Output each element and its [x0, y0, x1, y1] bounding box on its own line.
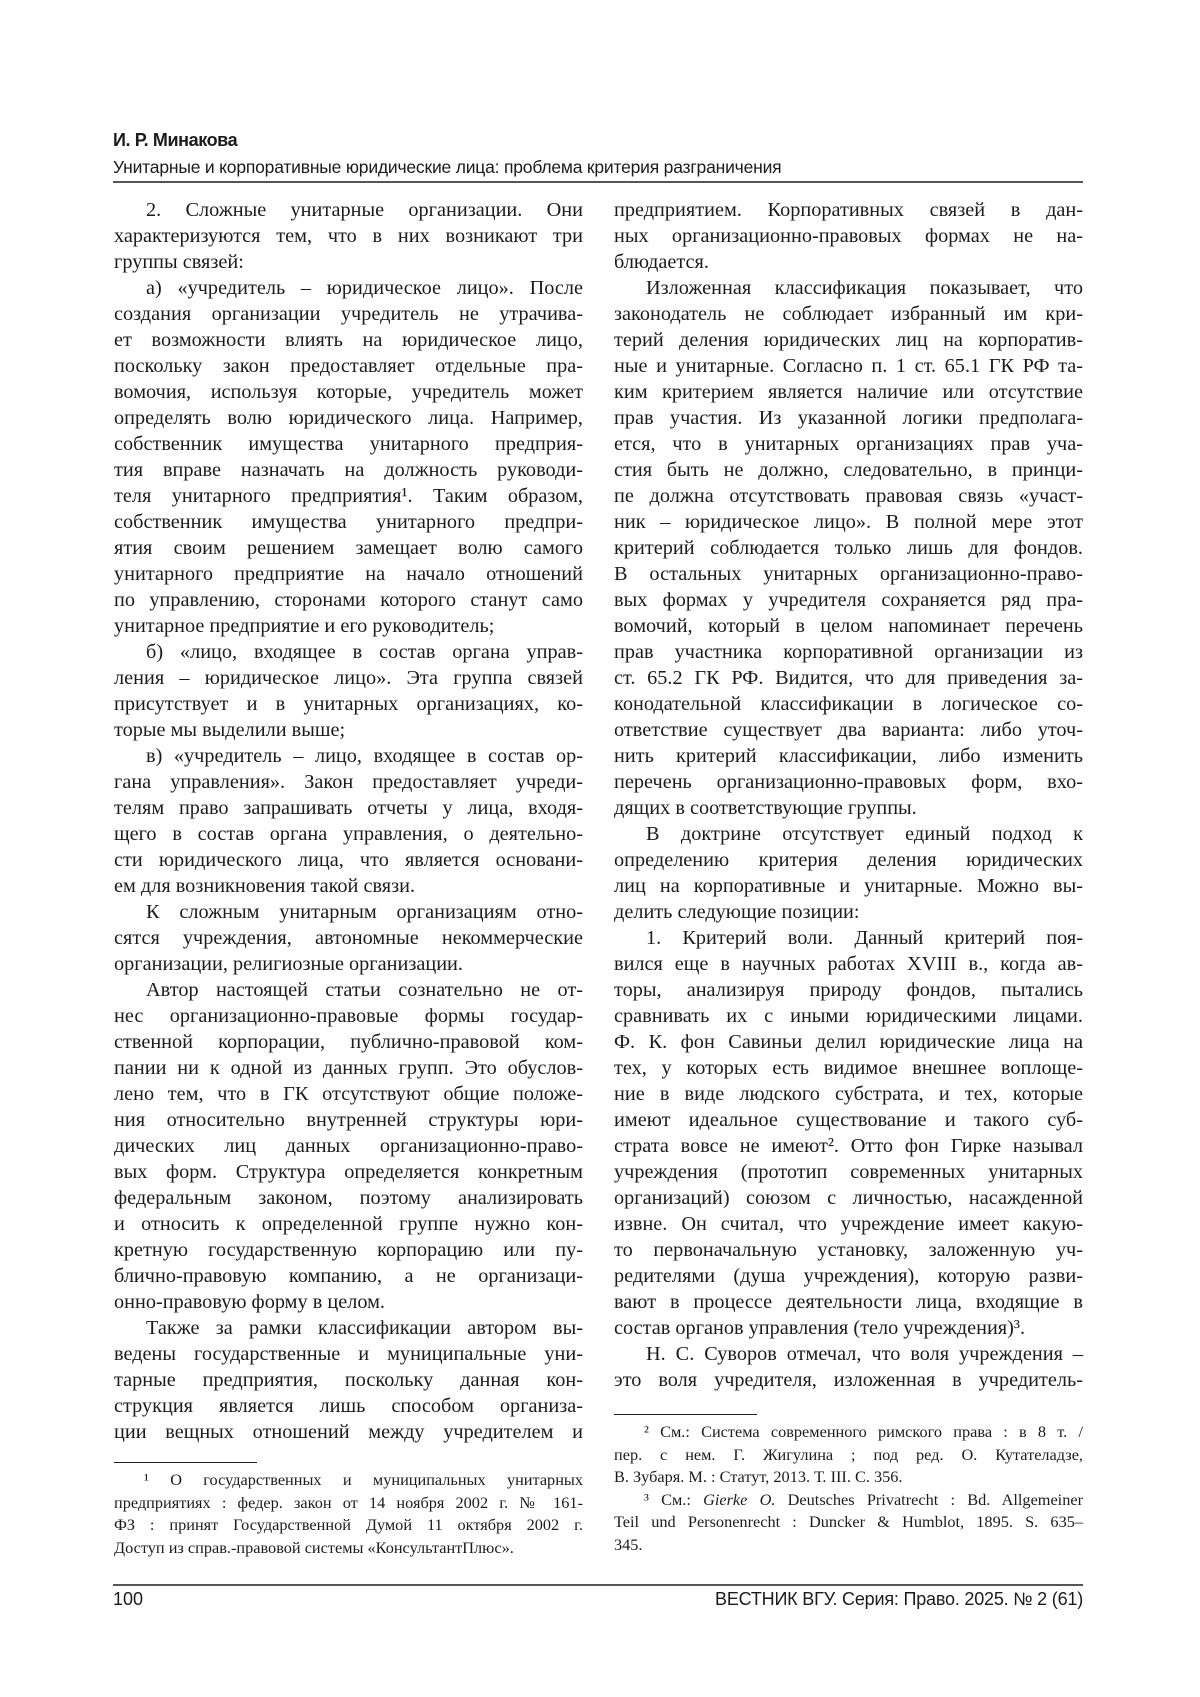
footnote-text: ³ См.: [644, 1490, 703, 1509]
paragraph [614, 275, 1083, 821]
text-line: тех, у которых есть видимое внешнее воплоще- [614, 1055, 1083, 1081]
text-line: тарные предприятия, поскольку данная кон- [114, 1367, 583, 1393]
text-line: сятся учреждения, автономные некоммерческие [114, 925, 583, 951]
text-line: ятия своим решением замещает волю самого [114, 535, 583, 561]
text-line: унитарного предприятие на начало отношений [114, 561, 583, 587]
text-line: организации, религиозные организации. [114, 951, 583, 977]
text-line: гана управления». Закон предоставляет учреди- [114, 769, 583, 795]
text-line: конодательной классификации в логическое со- [614, 691, 1083, 717]
text-line: лиц на корпоративные и унитарные. Можно вы- [614, 873, 1083, 899]
text-line: и относить к определенной группе нужно кон- [114, 1211, 583, 1237]
text-line: нить критерий классификации, либо изменить [614, 743, 1083, 769]
text-line: лено тем, что в ГК отсутствуют общие положе- [114, 1081, 583, 1107]
text-line: собственник имущества унитарного предпри- [114, 509, 583, 535]
text-line: ции вещных отношений между учредителем и [114, 1419, 583, 1445]
italic-author: Gierke O. [703, 1490, 775, 1509]
paragraph [114, 899, 583, 977]
text-line: сравнивать их с иными юридическими лицами. [614, 1003, 1083, 1029]
text-line: вомочий, который в целом напоминает перечень [614, 613, 1083, 639]
text-line: это воля учредителя, изложенная в учредитель- [614, 1367, 1083, 1393]
text-line: ст. 65.2 ГК РФ. Видится, что для приведения за- [614, 665, 1083, 691]
paragraph [114, 743, 583, 899]
text-line: онно-правовую форму в целом. [114, 1289, 583, 1315]
text-line: вых форм. Структура определяется конкретным [114, 1159, 583, 1185]
text-line: редителями (душа учреждения), которую разви- [614, 1263, 1083, 1289]
paragraph [114, 197, 583, 275]
paragraph [114, 977, 583, 1315]
footnote-line: ² См.: Система современного римского права : в 8 т. / [614, 1421, 1083, 1444]
text-line: определять волю юридического лица. Например, [114, 405, 583, 431]
text-line: кретную государственную корпорацию или пу- [114, 1237, 583, 1263]
footnote-line: пер. с нем. Г. Жигулина ; под ред. О. Кутателадзе, [614, 1444, 1083, 1467]
footnote-text: Deutsches Privatrecht : Bd. Allgemeiner [775, 1490, 1083, 1509]
text-line: законодатель не соблюдает избранный им кри- [614, 301, 1083, 327]
text-line: то первоначальную установку, заложенную уч- [614, 1237, 1083, 1263]
text-line: сти юридического лица, что является основани- [114, 847, 583, 873]
text-line: ния относительно внутренней структуры юри- [114, 1107, 583, 1133]
running-title: Унитарные и корпоративные юридические лица: проблема критерия разграничения [113, 157, 781, 178]
paragraph [614, 821, 1083, 925]
page-number: 100 [113, 1589, 143, 1610]
text-line: ние в виде людского субстрата, и тех, которые [614, 1081, 1083, 1107]
text-line: состав органов управления (тело учреждения)³. [614, 1315, 1083, 1341]
text-line: ет возможности влиять на юридическое лицо, [114, 327, 583, 353]
text-line: прав участия. Из указанной логики предполага- [614, 405, 1083, 431]
text-line: блюдается. [614, 249, 1083, 275]
text-line: по управлению, сторонами которого станут само [114, 587, 583, 613]
paragraph [114, 1315, 583, 1445]
paragraph [614, 197, 1083, 275]
text-line: торы, анализируя природу фондов, пытались [614, 977, 1083, 1003]
text-line: перечень организационно-правовых форм, вхо- [614, 769, 1083, 795]
text-line: предприятием. Корпоративных связей в дан- [614, 197, 1083, 223]
text-line: В доктрине отсутствует единый подход к [614, 821, 1083, 847]
text-line: 1. Критерий воли. Данный критерий поя- [614, 925, 1083, 951]
text-line: поскольку закон предоставляет отдельные пра- [114, 353, 583, 379]
text-line: ем для возникновения такой связи. [114, 873, 583, 899]
text-line: стия быть не должно, следовательно, в принци- [614, 457, 1083, 483]
footnote-line: ¹ О государственных и муниципальных унитарных [114, 1469, 583, 1492]
author-name: И. Р. Минакова [113, 130, 237, 151]
text-line: дящих в соответствующие группы. [614, 795, 1083, 821]
text-line: К сложным унитарным организациям отно- [114, 899, 583, 925]
footnote-line: Доступ из справ.-правовой системы «КонсультантПлюс». [114, 1537, 583, 1560]
text-line: определению критерия деления юридических [614, 847, 1083, 873]
text-line: вают в процессе деятельности лица, входящие в [614, 1289, 1083, 1315]
text-line: организаций) союзом с личностью, насажденной [614, 1185, 1083, 1211]
text-line: терий деления юридических лиц на корпоратив- [614, 327, 1083, 353]
text-line: нес организационно-правовые формы государ- [114, 1003, 583, 1029]
text-line: ственной корпорации, публично-правовой ком- [114, 1029, 583, 1055]
footnote-line: 345. [614, 1534, 1083, 1557]
text-line: ведены государственные и муниципальные уни- [114, 1341, 583, 1367]
text-line: критерий соблюдается только лишь для фондов. [614, 535, 1083, 561]
text-line: б) «лицо, входящее в состав органа управ- [114, 639, 583, 665]
text-line: Также за рамки классификации автором вы- [114, 1315, 583, 1341]
paragraph [114, 639, 583, 743]
header-rule [113, 181, 1083, 183]
text-line: присутствует и в унитарных организациях, ко- [114, 691, 583, 717]
text-line: тия вправе назначать на должность руководи- [114, 457, 583, 483]
text-line: щего в состав органа управления, о деятельно- [114, 821, 583, 847]
text-line: ник – юридическое лицо». В полной мере этот [614, 509, 1083, 535]
text-line: 2. Сложные унитарные организации. Они [114, 197, 583, 223]
text-line: учреждения (прототип современных унитарных [614, 1159, 1083, 1185]
text-line: ется, что в унитарных организациях прав уча- [614, 431, 1083, 457]
text-line: имеют идеальное существование и такого суб- [614, 1107, 1083, 1133]
left-column [114, 197, 583, 1445]
text-line: дических лиц данных организационно-право- [114, 1133, 583, 1159]
text-line: блично-правовую компанию, а не организаци- [114, 1263, 583, 1289]
text-line: группы связей: [114, 249, 583, 275]
text-line: в) «учредитель – лицо, входящее в состав ор- [114, 743, 583, 769]
journal-title: ВЕСТНИК ВГУ. Серия: Право. 2025. № 2 (61) [715, 1589, 1083, 1610]
paragraph [614, 925, 1083, 1341]
footnote-separator-right [614, 1414, 757, 1415]
text-line: собственник имущества унитарного предприя- [114, 431, 583, 457]
text-line: прав участника корпоративной организации из [614, 639, 1083, 665]
text-line: характеризуются тем, что в них возникают три [114, 223, 583, 249]
text-line: пе должна отсутствовать правовая связь «участ- [614, 483, 1083, 509]
text-line: В остальных унитарных организационно-право- [614, 561, 1083, 587]
text-line: а) «учредитель – юридическое лицо». После [114, 275, 583, 301]
footer-rule [113, 1584, 1083, 1586]
footnote [114, 1469, 583, 1559]
text-line: теля унитарного предприятия¹. Таким образом, [114, 483, 583, 509]
text-line: Изложенная классификация показывает, что [614, 275, 1083, 301]
text-line: федеральным законом, поэтому анализировать [114, 1185, 583, 1211]
text-line: ных организационно-правовых формах не на- [614, 223, 1083, 249]
paragraph [114, 275, 583, 639]
footnote-line [614, 1489, 1083, 1512]
text-line: ответствие существует два варианта: либо уточ- [614, 717, 1083, 743]
text-line: создания организации учредитель не утрачива- [114, 301, 583, 327]
text-line: вился еще в научных работах XVIII в., когда ав- [614, 951, 1083, 977]
right-column [614, 197, 1083, 1393]
text-line: пании ни к одной из данных групп. Это обуслов- [114, 1055, 583, 1081]
text-line: ные и унитарные. Согласно п. 1 ст. 65.1 ГК РФ та- [614, 353, 1083, 379]
footnote-line: предприятиях : федер. закон от 14 ноября 2002 г. № 161- [114, 1492, 583, 1515]
text-line: извне. Он считал, что учреждение имеет какую- [614, 1211, 1083, 1237]
text-line: телям право запрашивать отчеты у лица, входя- [114, 795, 583, 821]
text-line: струкция является лишь способом организа- [114, 1393, 583, 1419]
footnote-line: ФЗ : принят Государственной Думой 11 октября 2002 г. [114, 1514, 583, 1537]
text-line: вых формах у учредителя сохраняется ряд пра- [614, 587, 1083, 613]
footnote-separator-left [114, 1462, 257, 1463]
text-line: ления – юридическое лицо». Эта группа связей [114, 665, 583, 691]
footnote-line: В. Зубаря. М. : Статут, 2013. Т. III. С. 356. [614, 1466, 1083, 1489]
footnote [614, 1421, 1083, 1489]
text-line: Автор настоящей статьи сознательно не от- [114, 977, 583, 1003]
text-line: вомочия, используя которые, учредитель может [114, 379, 583, 405]
text-line: делить следующие позиции: [614, 899, 1083, 925]
text-line: Н. С. Суворов отмечал, что воля учреждения – [614, 1341, 1083, 1367]
footnotes-right [614, 1421, 1083, 1557]
text-line: Ф. К. фон Савиньи делил юридические лица на [614, 1029, 1083, 1055]
text-line: ким критерием является наличие или отсутствие [614, 379, 1083, 405]
footnote [614, 1489, 1083, 1557]
footnote-line: Teil und Personenrecht : Duncker & Humblot, 1895. S. 635– [614, 1511, 1083, 1534]
paragraph [614, 1341, 1083, 1393]
footnotes-left [114, 1469, 583, 1559]
text-line: торые мы выделили выше; [114, 717, 583, 743]
text-line: страта вовсе не имеют². Отто фон Гирке называл [614, 1133, 1083, 1159]
text-line: унитарное предприятие и его руководитель; [114, 613, 583, 639]
